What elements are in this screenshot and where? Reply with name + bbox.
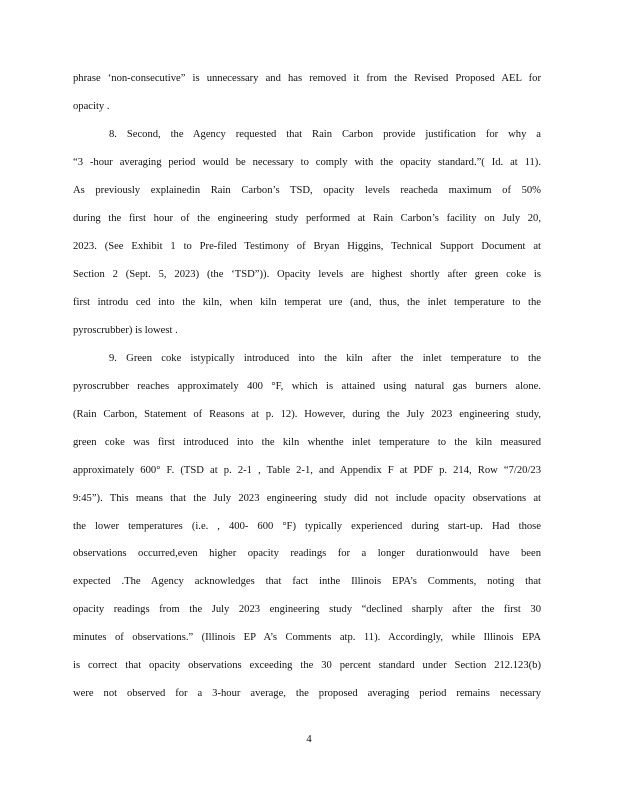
text-line: during the first hour of the engineering study performed at Rain Carbon’s facility on July 20, bbox=[73, 213, 541, 224]
text-line: opacity . bbox=[73, 101, 110, 112]
paragraph-8-start: 8. Second, the Agency requested that Rain Carbon provide justification for why a bbox=[109, 129, 541, 140]
text-line: pyroscrubber) is lowest . bbox=[73, 325, 178, 336]
text-line: pyroscrubber reaches approximately 400 °F, which is attained using natural gas burners alone. bbox=[73, 381, 541, 392]
text-line: first introdu ced into the kiln, when kiln temperat ure (and, thus, the inlet temperature to the bbox=[73, 297, 541, 308]
text-line: opacity readings from the July 2023 engineering study “declined sharply after the first 30 bbox=[73, 604, 541, 615]
text-line: is correct that opacity observations exceeding the 30 percent standard under Section 212.123(b) bbox=[73, 660, 541, 671]
text-line: “3 -hour averaging period would be necessary to comply with the opacity standard.”( Id. at 11). bbox=[73, 157, 541, 168]
text-line: observations occurred,even higher opacity readings for a longer durationwould have been bbox=[73, 548, 541, 559]
text-line: the lower temperatures (i.e. , 400- 600 °F) typically experienced during start-up. Had those bbox=[73, 521, 541, 532]
text-line: 2023. (See Exhibit 1 to Pre-filed Testimony of Bryan Higgins, Technical Support Document at bbox=[73, 241, 541, 252]
text-line: minutes of observations.” (Illinois EP A’s Comments atp. 11). Accordingly, while Illinois EPA bbox=[73, 632, 541, 643]
page-number: 4 bbox=[306, 734, 312, 745]
text-line: phrase ‘non-consecutive” is unnecessary and has removed it from the Revised Proposed AEL for bbox=[73, 73, 541, 84]
text-line: Section 2 (Sept. 5, 2023) (the ‘TSD”)). Opacity levels are highest shortly after green coke is bbox=[73, 269, 541, 280]
text-line: were not observed for a 3-hour average, the proposed averaging period remains necessary bbox=[73, 688, 541, 699]
text-line: (Rain Carbon, Statement of Reasons at p. 12). However, during the July 2023 engineering study, bbox=[73, 409, 541, 420]
text-line: green coke was first introduced into the kiln whenthe inlet temperature to the kiln measured bbox=[73, 437, 541, 448]
text-line: 9:45”). This means that the July 2023 engineering study did not include opacity observations at bbox=[73, 493, 541, 504]
text-line: expected .The Agency acknowledges that fact inthe Illinois EPA’s Comments, noting that bbox=[73, 576, 541, 587]
text-line: As previously explainedin Rain Carbon’s TSD, opacity levels reacheda maximum of 50% bbox=[73, 185, 541, 196]
text-line: approximately 600° F. (TSD at p. 2-1 , Table 2-1, and Appendix F at PDF p. 214, Row “7/20/23 bbox=[73, 465, 541, 476]
paragraph-9-start: 9. Green coke istypically introduced into the kiln after the inlet temperature to the bbox=[109, 353, 541, 364]
